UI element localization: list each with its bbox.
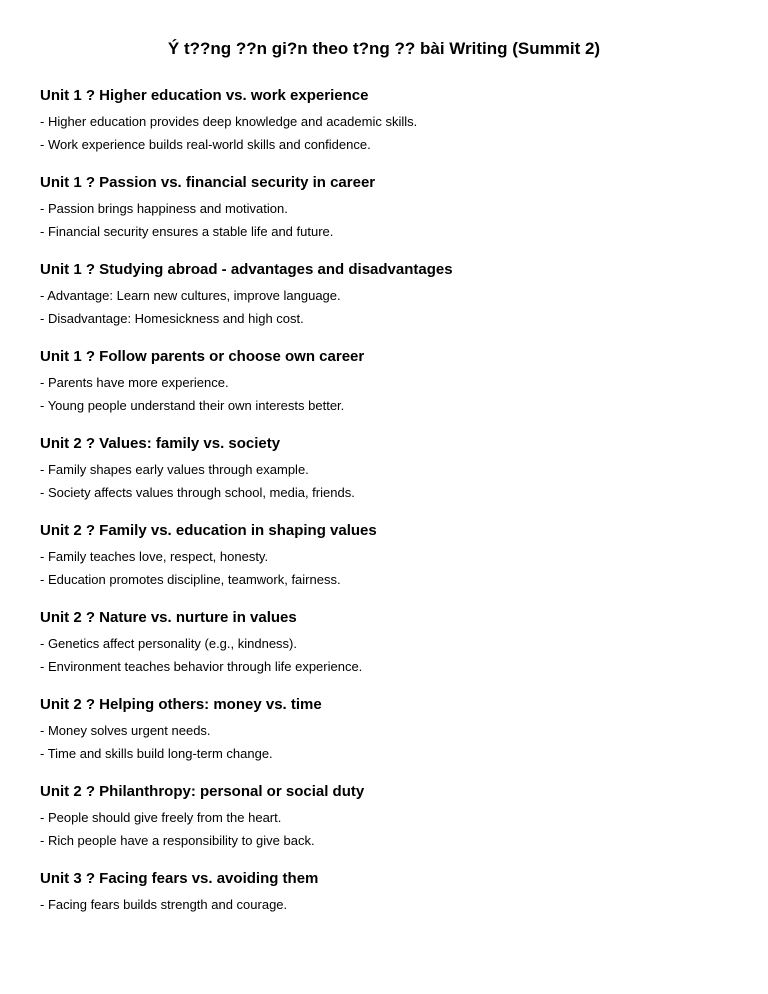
topic-point: - Financial security ensures a stable life and future. (40, 224, 334, 239)
topic-heading: Unit 3 ? Facing fears vs. avoiding them (40, 870, 319, 887)
topic-point: - Facing fears builds strength and courage. (40, 897, 288, 912)
topic-section (40, 521, 730, 608)
topic-heading: Unit 2 ? Helping others: money vs. time (40, 696, 322, 713)
topic-heading: Unit 1 ? Follow parents or choose own career (40, 348, 365, 365)
topic-point: - Parents have more experience. (40, 375, 229, 390)
topic-heading: Unit 2 ? Values: family vs. society (40, 435, 281, 452)
topic-point: - Society affects values through school, media, friends. (40, 485, 355, 500)
topic-point: - Genetics affect personality (e.g., kindness). (40, 636, 297, 651)
topic-point: - Education promotes discipline, teamwork, fairness. (40, 572, 341, 587)
topic-point: - Advantage: Learn new cultures, improve language. (40, 288, 341, 303)
topic-heading: Unit 1 ? Studying abroad - advantages and disadvantages (40, 261, 453, 278)
topic-section (40, 173, 730, 260)
topic-point: - Money solves urgent needs. (40, 723, 211, 738)
topic-section (40, 260, 730, 347)
topic-point: - People should give freely from the heart. (40, 810, 282, 825)
document-title: Ý t??ng ??n gi?n theo t?ng ?? bài Writing (Summit 2) (167, 39, 601, 58)
topic-section (40, 869, 730, 956)
topic-point: - Young people understand their own interests better. (40, 398, 345, 413)
topic-heading: Unit 1 ? Passion vs. financial security in career (40, 174, 376, 191)
topic-section (40, 782, 730, 869)
topic-point: - Passion brings happiness and motivation. (40, 201, 288, 216)
topic-point: - Family teaches love, respect, honesty. (40, 549, 269, 564)
topic-list (40, 86, 730, 956)
topic-heading: Unit 2 ? Philanthropy: personal or social duty (40, 783, 365, 800)
topic-heading: Unit 2 ? Nature vs. nurture in values (40, 609, 297, 626)
topic-point: - Time and skills build long-term change. (40, 746, 273, 761)
topic-point: - Rich people have a responsibility to give back. (40, 833, 315, 848)
topic-point: - Higher education provides deep knowledge and academic skills. (40, 114, 418, 129)
topic-point: - Family shapes early values through example. (40, 462, 309, 477)
topic-point: - Environment teaches behavior through life experience. (40, 659, 363, 674)
topic-point: - Work experience builds real-world skills and confidence. (40, 137, 371, 152)
topic-heading: Unit 1 ? Higher education vs. work experience (40, 87, 369, 104)
topic-section (40, 695, 730, 782)
topic-section (40, 347, 730, 434)
topic-section (40, 608, 730, 695)
topic-point: - Disadvantage: Homesickness and high cost. (40, 311, 304, 326)
topic-section (40, 434, 730, 521)
topic-heading: Unit 2 ? Family vs. education in shaping values (40, 522, 377, 539)
topic-section (40, 86, 730, 173)
